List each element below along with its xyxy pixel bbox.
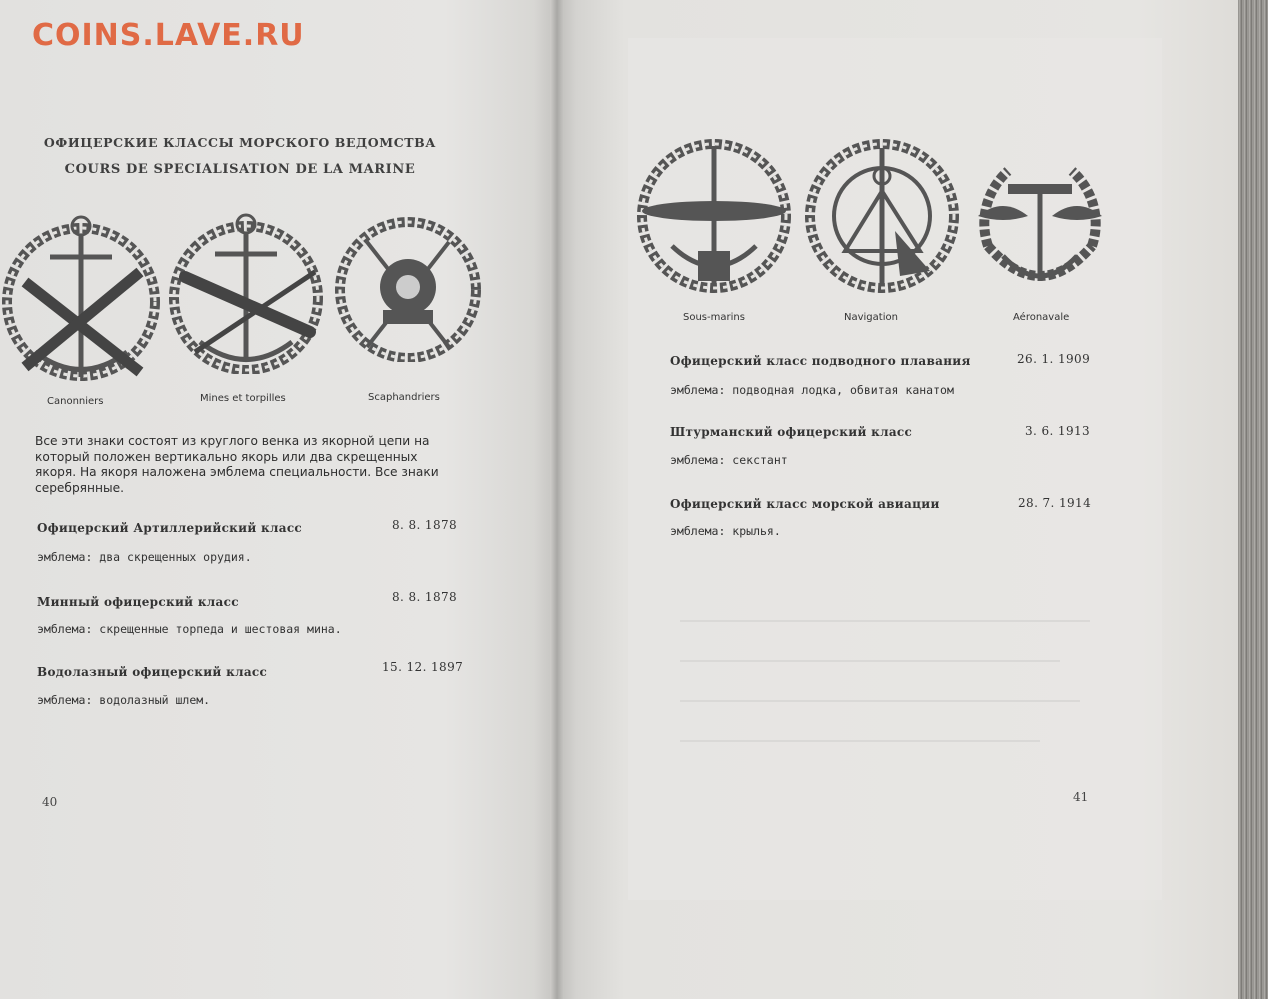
- entry-date: 3. 6. 1913: [1025, 424, 1091, 438]
- book-gutter: [550, 0, 564, 999]
- entry-title: Водолазный офицерский класс: [37, 665, 268, 679]
- submarine-badge-icon: [632, 136, 796, 296]
- show-through-line: [680, 700, 1080, 702]
- entry-date: 15. 12. 1897: [382, 660, 464, 674]
- badge-caption-sous-marins: Sous-marins: [683, 312, 745, 323]
- entry-title: Офицерский класс подводного плавания: [670, 354, 971, 368]
- heading-french: COURS DE SPECIALISATION DE LA MARINE: [64, 162, 416, 177]
- entry-emblem: эмблема: подводная лодка, обвитая канатом: [670, 383, 954, 397]
- entry-date: 8. 8. 1878: [392, 590, 458, 604]
- entry-emblem: эмблема: секстант: [670, 453, 788, 467]
- entry-date: 26. 1. 1909: [1017, 352, 1091, 366]
- show-through-line: [680, 620, 1090, 622]
- entry-date: 28. 7. 1914: [1018, 496, 1092, 510]
- sextant-badge-icon: [800, 136, 964, 296]
- diving-helmet-badge-icon: [327, 212, 489, 362]
- badge-caption-mines: Mines et torpilles: [200, 393, 286, 404]
- entry-date: 8. 8. 1878: [392, 518, 458, 532]
- entry-emblem: эмблема: скрещенные торпеда и шестовая мина.: [37, 622, 342, 636]
- page-number-left: 40: [42, 795, 58, 809]
- entry-emblem: эмблема: водолазный шлем.: [37, 693, 211, 707]
- badge-caption-aeronavale: Aéronavale: [1013, 312, 1070, 323]
- badge-caption-scaphandriers: Scaphandriers: [368, 392, 440, 403]
- entry-title: Минный офицерский класс: [37, 595, 239, 609]
- crossed-cannons-anchor-badge-icon: [0, 212, 162, 382]
- page-edges: [1238, 0, 1268, 999]
- entry-title: Офицерский класс морской авиации: [670, 497, 940, 511]
- badge-caption-canonniers: Canonniers: [47, 396, 104, 407]
- torpedo-mine-anchor-badge-icon: [165, 212, 327, 374]
- heading-russian: ОФИЦЕРСКИЕ КЛАССЫ МОРСКОГО ВЕДОМСТВА: [43, 135, 437, 150]
- entry-title: Штурманский офицерский класс: [670, 425, 913, 439]
- entry-title: Офицерский Артиллерийский класс: [37, 521, 303, 535]
- badge-caption-navigation: Navigation: [844, 312, 898, 323]
- entry-emblem: эмблема: два скрещенных орудия.: [37, 550, 252, 564]
- page-number-right: 41: [1073, 790, 1089, 804]
- show-through-line: [680, 660, 1060, 662]
- entry-emblem: эмблема: крылья.: [670, 524, 781, 538]
- site-watermark: COINS.LAVE.RU: [32, 18, 305, 53]
- show-through-line: [680, 740, 1040, 742]
- description-paragraph: Все эти знаки состоят из круглого венка из якорной цепи на который положен вертикально якорь или два скрещенных якоря. На якоря наложена эмблема специальности. Все знаки серебрянные.: [35, 434, 439, 495]
- winged-anchor-badge-icon: [958, 136, 1122, 296]
